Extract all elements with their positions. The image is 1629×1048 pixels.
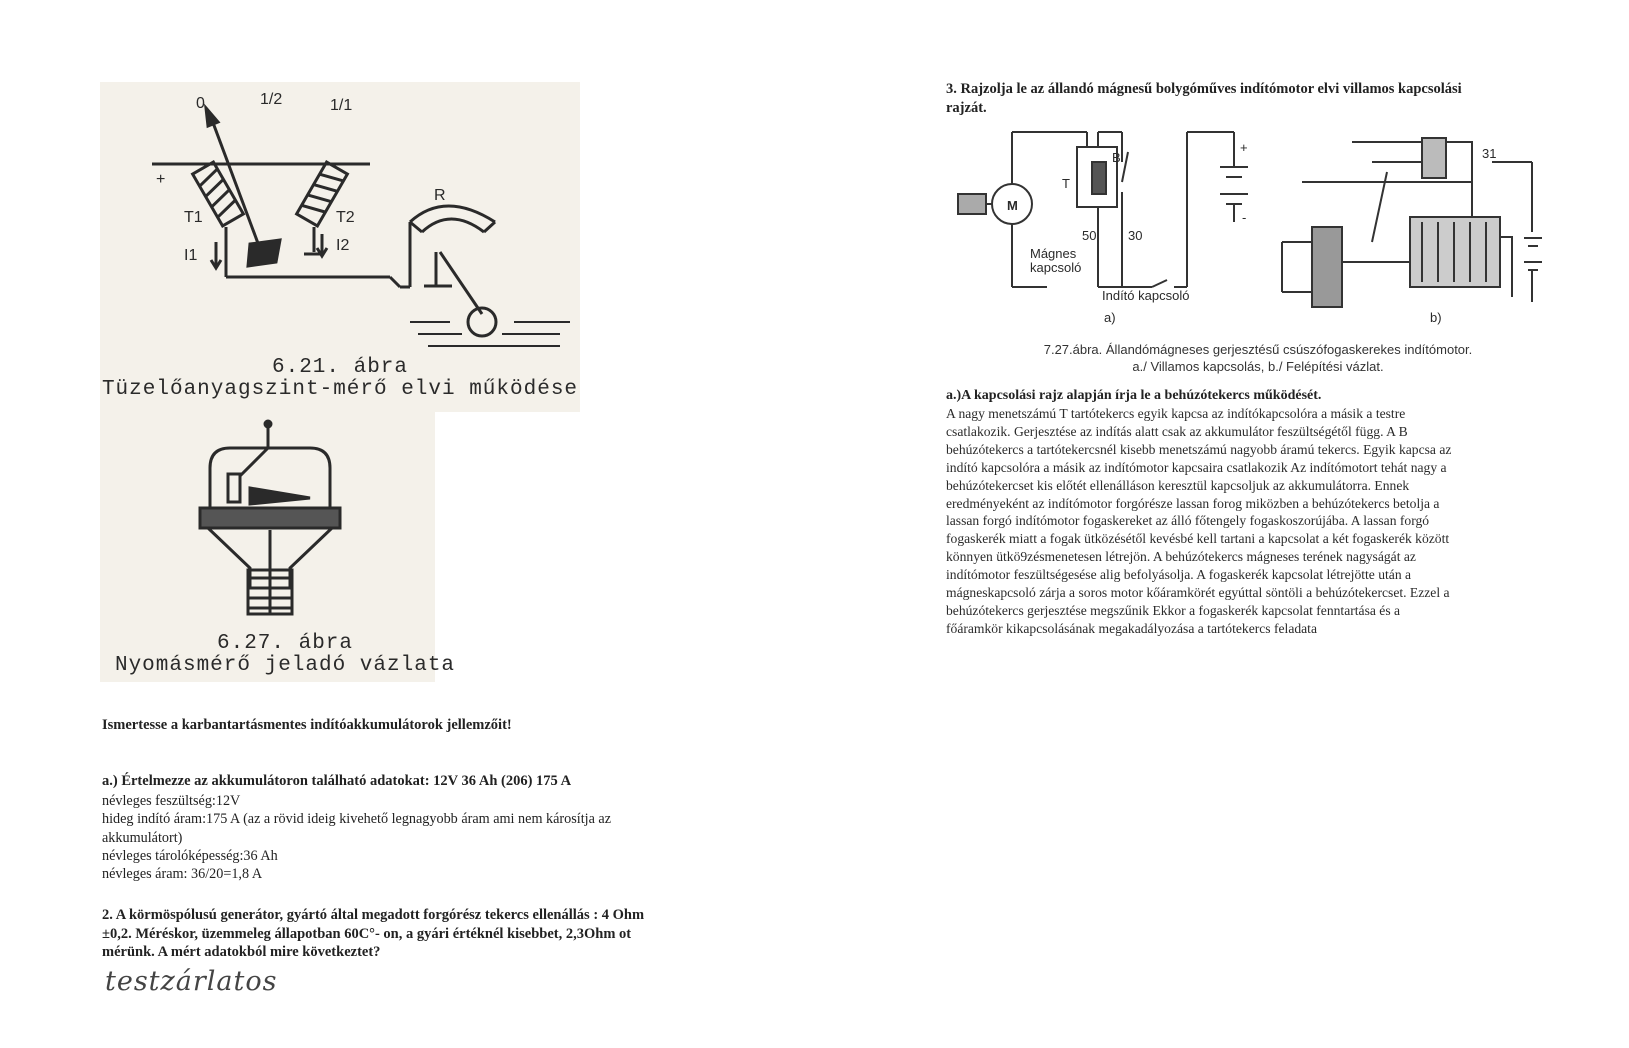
label-plus: + [156, 171, 166, 188]
answer-line: behúzótekercs a tartótekercsnél kisebb menetszámú nagyobb áramú tekercs. Egyik kapcsa az [946, 441, 1452, 457]
question-3-line: rajzát. [946, 100, 987, 116]
answer-line: hideg indító áram:175 A (az a rövid ideig kivehető legnagyobb áram ami nem károsítja az [102, 811, 612, 828]
label-zero: 0 [196, 95, 205, 112]
label-b: B [1112, 150, 1121, 165]
answer-line: lassan forgó indítómotor fogaskereket az álló főtengely fogaskoszorújába. A lassan forgó [946, 513, 1430, 529]
label-terminal-31: 31 [1482, 146, 1497, 161]
question-3 [946, 80, 1566, 118]
label-terminal-50: 50 [1082, 228, 1097, 243]
label-plus: + [1240, 140, 1248, 155]
answer-line: eredményeként az indítómotor forgórésze lassan forog miközben a behúzótekercs betolja a [946, 495, 1440, 511]
label-m: M [1007, 198, 1018, 213]
answer-line: névleges tárolóképesség:36 Ah [102, 847, 278, 864]
label-minus: - [1242, 210, 1247, 225]
answer-title: a.)A kapcsolási rajz alapján írja le a behúzótekercs működését. [946, 388, 1322, 403]
answer-line: főáramkör kikapcsolásának megakadályozása a tartótekercs feladata [946, 620, 1317, 636]
label-t: T [1062, 176, 1070, 191]
figure-7-27-caption-line-1: 7.27.ábra. Állandómágneses gerjesztésű csúszófogaskerekes indítómotor. [1043, 342, 1473, 357]
label-i2: I2 [336, 237, 350, 254]
label-sub-b: b) [1430, 310, 1442, 325]
answer-line: akkumulátort) [102, 829, 183, 846]
answer-line: behúzótekercs gerjesztése megszűnik Ekkor a fogaskerék kapcsolat fenntartása és a [946, 602, 1401, 618]
answer-line: indító kapcsolóra a másik az indítómotor kapcsaira csatlakozik Az indítómotort tehát nagy a [946, 459, 1447, 475]
answer-line: csatlakozik. Gerjesztése az indítás alatt csak az akkumulátor feszültségétől függ. A B [946, 423, 1408, 439]
question-1: Ismertesse a karbantartásmentes indítóakkumulátorok jellemzőit! [102, 717, 512, 733]
question-2 [102, 906, 742, 962]
figure-7-27-caption [952, 341, 1564, 375]
answer-line: fogaskerék miatt a fogak ütközésétől kevésbé kell tartani a kapcsolat a két fogaskerék között [946, 531, 1450, 547]
figure-6-27-diagram [190, 418, 350, 628]
figure-6-21-diagram [100, 82, 580, 372]
label-r: R [434, 187, 446, 204]
label-terminal-30: 30 [1128, 228, 1143, 243]
answer-line: névleges áram: 36/20=1,8 A [102, 866, 263, 883]
label-sub-a: a) [1104, 310, 1116, 325]
figure-7-27-diagram [952, 122, 1564, 337]
label-indito-kapcsolo: Indító kapcsoló [1102, 288, 1190, 303]
label-t1: T1 [184, 209, 203, 226]
answer-line: mágneskapcsoló zárja a soros motor kőáramkörét egyúttal söntöli a behúzótekercset. Ezzel a [946, 585, 1450, 601]
answer-line: indítómotor feszültségesése alig befolyásolja. A fogaskerék kapcsolat létrejötte után a [946, 567, 1412, 583]
question-a-title: a.) Értelmezze az akkumulátoron található adatokat: 12V 36 Ah (206) 175 A [102, 773, 572, 789]
answer-paragraph [946, 405, 1586, 638]
answer-line: behúzótekercset kis előtét ellenálláson keresztül kapcsoljuk az akkumulátorra. Ennek [946, 477, 1410, 493]
question-3-line: 3. Rajzolja le az állandó mágnesű bolygóműves indítómotor elvi villamos kapcsolási [946, 81, 1462, 97]
figure-6-21-title: Tüzelőanyagszint-mérő elvi működése [101, 378, 579, 401]
handwritten-answer: testzárlatos [105, 966, 278, 997]
answer-line: könnyen ütkö9zésmenetesen létrejön. A behúzótekercs mágneses terének nagyságát az [946, 549, 1416, 565]
question-2-line: ±0,2. Méréskor, üzemmeleg állapotban 60C°- on, a gyári értéknél kisebbet, 2,3Ohm ot [102, 925, 632, 942]
figure-7-27-caption-line-2: a./ Villamos kapcsolás, b./ Felépítési vázlat. [1132, 359, 1384, 374]
label-magnes-2: kapcsoló [1030, 260, 1082, 275]
question-2-line: 2. A körmöspólusú generátor, gyártó által megadott forgórész tekercs ellenállás : 4 Ohm [102, 907, 645, 923]
label-t2: T2 [336, 209, 355, 226]
answer-line: névleges feszültség:12V [102, 793, 241, 809]
answer-line: A nagy menetszámú T tartótekercs egyik kapcsa az indítókapcsolóra a másik a testre [946, 406, 1406, 421]
figure-6-27-number: 6.27. ábra [216, 632, 354, 655]
question-a-answer [102, 792, 722, 883]
label-magnes-1: Mágnes [1030, 246, 1077, 261]
label-half: 1/2 [260, 91, 283, 108]
label-full: 1/1 [330, 97, 353, 114]
question-2-line: mérünk. A mért adatokból mire következtet? [102, 944, 381, 960]
figure-6-21-number: 6.21. ábra [271, 356, 409, 379]
label-i1: I1 [184, 247, 198, 264]
figure-6-27-title: Nyomásmérő jeladó vázlata [114, 654, 456, 677]
